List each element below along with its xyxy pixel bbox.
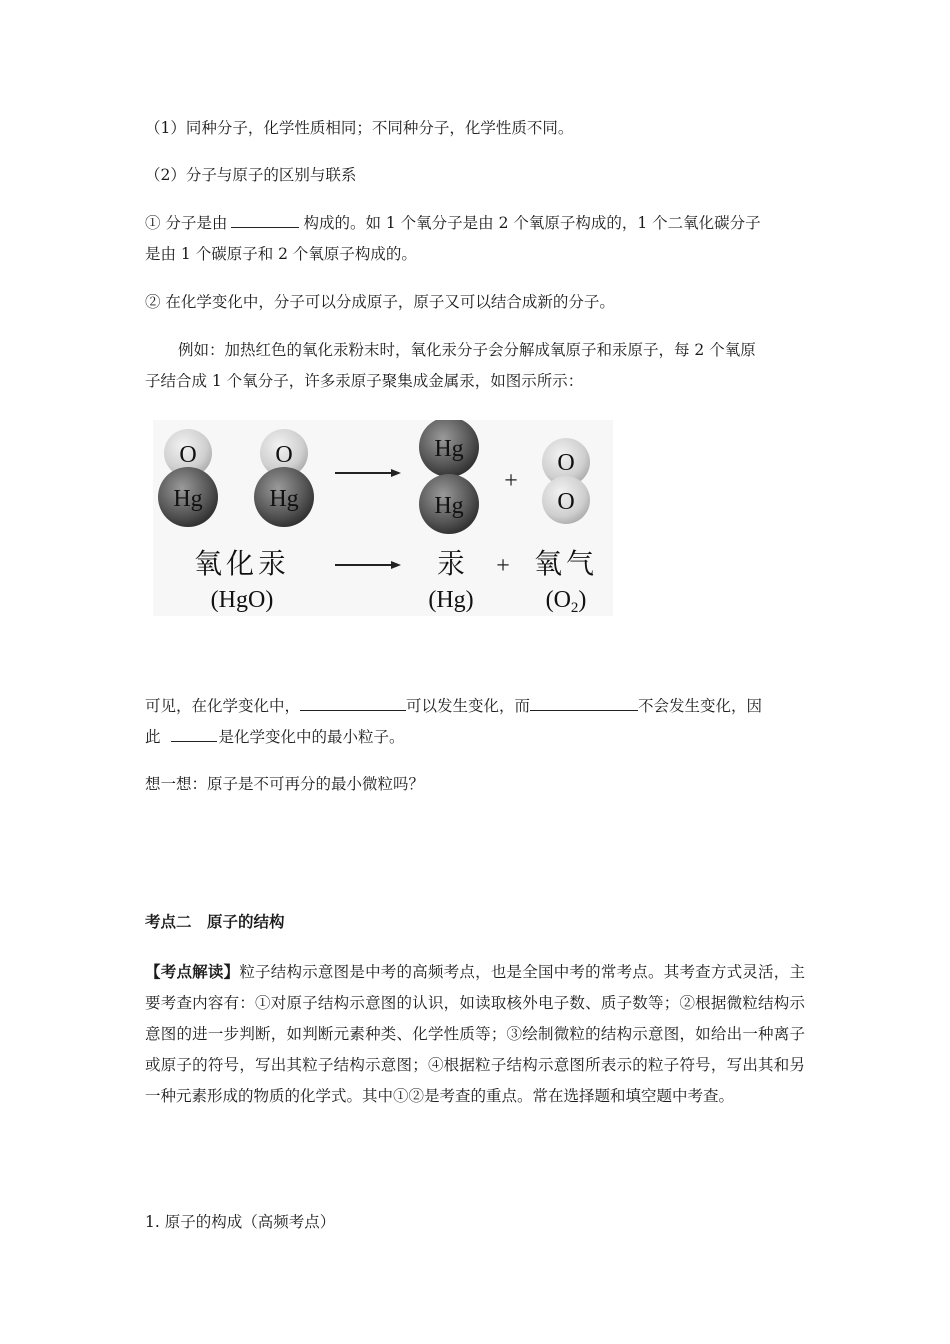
plus-sign: + (504, 468, 518, 494)
formula-o2-main: (O (545, 587, 571, 613)
plus-sign: + (496, 553, 510, 579)
fill-blank-1[interactable] (231, 213, 299, 228)
formula-o2 (546, 587, 587, 616)
para-conclusion (145, 696, 762, 716)
name-oxygen: 氧气 (533, 547, 599, 580)
para-molecule-composition-cont: 是由 1 个碳原子和 2 个氧原子构成的。 (145, 245, 417, 263)
atom-label-hg: Hg (434, 493, 464, 519)
text-segment: ① 分子是由 (145, 214, 228, 232)
interpretation-label: 【考点解读】 (145, 962, 240, 981)
para-conclusion-cont (145, 727, 405, 747)
text-segment: 构成的。如 1 个氧分子是由 2 个氧原子构成的，1 个二氧化碳分子 (303, 214, 761, 232)
text-segment: 不会发生变化，因 (638, 697, 763, 715)
text-segment: 是化学变化中的最小粒子。 (218, 728, 405, 746)
para-molecule-composition (145, 213, 761, 233)
formula-hg: (Hg) (428, 587, 474, 613)
text-segment: 此 (145, 728, 161, 746)
text-segment: 可以发生变化，而 (406, 697, 531, 715)
fill-blank-4[interactable] (171, 727, 217, 742)
formula-o2-subscript: 2 (570, 600, 579, 616)
atom-label-hg: Hg (434, 436, 464, 462)
atom-label-o: O (179, 442, 197, 468)
formula-hgo: (HgO) (210, 587, 274, 613)
section-heading: 考点二 原子的结构 (145, 912, 285, 931)
para-example-cont: 子结合成 1 个氧分子，许多汞原子聚集成金属汞，如图示所示： (145, 372, 584, 390)
interpretation-text: 粒子结构示意图是中考的高频考点，也是全国中考的常考点。其考查方式灵活，主要考查内容有：①对原子结构示意图的认识，如读取核外电子数、质子数等；②根据微粒结构示意图的进一步判断，如判断元素种类、化学性质等；③绘制微粒的结构示意图，如给出一种离子或原子的符号，写出其粒子结构示意图；④根据粒子结构示意图所表示的粒子符号，写出其和另一种元素形成的物质的化学式。其中①②是考查的重点。常在选择题和填空题中考查。 (145, 963, 805, 1105)
formula-o2-end: ) (578, 587, 587, 613)
subsection-heading: 1. 原子的构成（高频考点） (145, 1213, 336, 1231)
text-segment: 可见，在化学变化中， (145, 697, 301, 715)
hgo-decomposition-diagram (153, 420, 613, 616)
name-mercuric-oxide: 氧化汞 (193, 547, 291, 580)
para-difference-heading: （2）分子与原子的区别与联系 (145, 166, 357, 184)
atom-label-hg: Hg (269, 486, 299, 512)
exam-interpretation (145, 956, 805, 1112)
para-same-molecule: （1）同种分子，化学性质相同；不同种分子，化学性质不同。 (145, 119, 574, 137)
para-example: 例如：加热红色的氧化汞粉末时，氧化汞分子会分解成氧原子和汞原子，每 2 个氧原 (178, 341, 756, 359)
atom-label-hg: Hg (173, 486, 203, 512)
atom-label-o: O (557, 450, 575, 476)
fill-blank-3[interactable] (530, 696, 638, 711)
para-think: 想一想：原子是不可再分的最小微粒吗？ (145, 775, 425, 793)
atom-label-o: O (557, 489, 575, 515)
para-chemical-change: ② 在化学变化中，分子可以分成原子，原子又可以结合成新的分子。 (145, 293, 615, 311)
name-mercury: 汞 (436, 547, 466, 580)
fill-blank-2[interactable] (300, 696, 406, 711)
atom-label-o: O (275, 442, 293, 468)
